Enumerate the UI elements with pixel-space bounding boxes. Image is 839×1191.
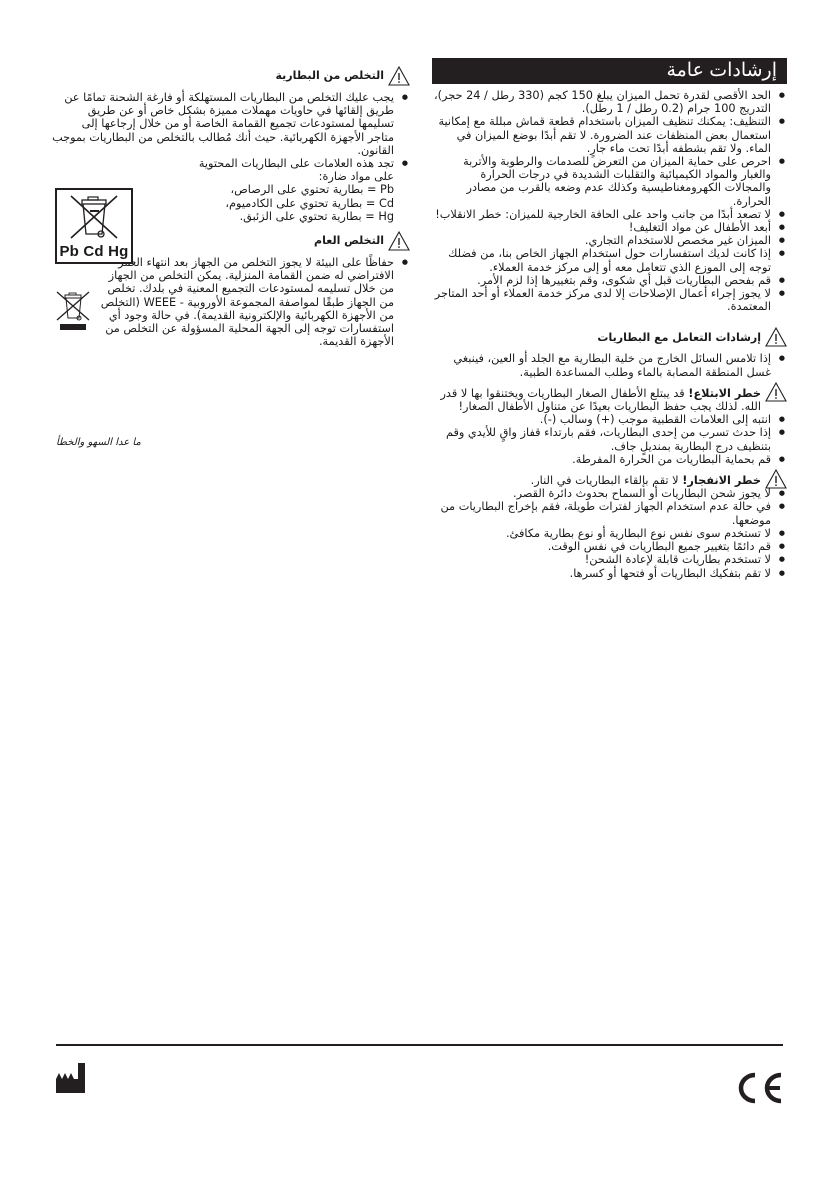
section-title: إرشادات التعامل مع البطاريات bbox=[597, 330, 761, 344]
battery-care-list bbox=[432, 413, 787, 466]
list-item: ● تجد هذه العلامات على البطاريات المحتوية على مواد ضارة: bbox=[182, 157, 410, 183]
list-item: ● احرص على حماية الميزان من التعرض للصدمات والرطوبة والأتربة والغبار والمواد الكيميائية والتقلبات الشديدة في درجات الحرارة والمجالات الكهرومغناطيسية وكذلك عدم وضعه بالقرب من مصادر الحرارة. bbox=[432, 155, 787, 208]
list-item: ● إذا حدث تسرب من إحدى البطاريات، فقم بارتداء قفاز واقٍ للأيدي وقم بتنظيف درج البطارية بمنديلٍ جاف. bbox=[432, 426, 787, 452]
warning-triangle-icon bbox=[388, 66, 410, 86]
list-item: ● لا تصعد أبدًا من جانب واحد على الحافة الخارجية للميزان: خطر الانقلاب! bbox=[432, 208, 787, 221]
list-item: ● لا تستخدم سوى نفس نوع البطارية أو نوع بطارية مكافئ. bbox=[432, 527, 787, 540]
general-instructions-header: إرشادات عامة bbox=[432, 58, 787, 84]
chemical-hg: Hg = بطارية تحتوي على الزئبق. bbox=[239, 209, 394, 223]
list-item: ● لا يجوز إجراء أعمال الإصلاحات إلا لدى مركز خدمة العملاء أو أحد المتاجر المعتمدة. bbox=[432, 287, 787, 313]
weee-bin-icon bbox=[55, 290, 91, 332]
section-title: التخلص العام bbox=[314, 234, 384, 248]
warning-label: خطر الابتلاع! bbox=[688, 386, 761, 400]
footer-divider bbox=[56, 1044, 783, 1046]
warning-triangle-icon bbox=[765, 327, 787, 347]
list-item: ● لا تستخدم بطاريات قابلة لإعادة الشحن! bbox=[432, 553, 787, 566]
warning-triangle-icon bbox=[765, 382, 787, 402]
general-disposal-heading bbox=[182, 231, 410, 251]
battery-handling-list bbox=[432, 352, 787, 378]
list-item: ● أبعد الأطفال عن مواد التغليف! bbox=[432, 221, 787, 234]
list-item: ● حفاظًا على البيئة لا يجوز التخلص من الجهاز بعد انتهاء العمر الافتراضي له ضمن القمامة المنزلية. يمكن التخلص من الجهاز من خلال تسليمه لمستودعات التجميع المعنية في بلدك. تخلص من الجهاز طبقًا لمواصفة المجموعة الأوروبية - WEEE (التخلص من الأجهزة الكهربائية والإلكترونية القديمة). في حالة وجود أي استفسارات توجه إلى الجهة المحلية المسؤولة عن التخلص من الأجهزة القديمة. bbox=[94, 256, 410, 348]
list-item: ● لا يجوز شحن البطاريات أو السماح بحدوث دائرة القصر. bbox=[432, 487, 787, 500]
general-instructions-column bbox=[432, 58, 787, 580]
section-title: التخلص من البطارية bbox=[275, 69, 384, 83]
list-item: ● إذا تلامس السائل الخارج من خلية البطارية مع الجلد أو العين، فينبغي غسل المنطقة المصابة بالماء وطلب المساعدة الطبية. bbox=[432, 352, 787, 378]
list-item: ● قم بفحص البطاريات قبل أي شكوى، وقم بتغييرها إذا لزم الأمر. bbox=[432, 274, 787, 287]
list-item: ● الميزان غير مخصص للاستخدام التجاري. bbox=[432, 234, 787, 247]
list-item: ● قم بحماية البطاريات من الحرارة المفرطة. bbox=[432, 453, 787, 466]
swallow-warning bbox=[432, 387, 787, 413]
list-item: ● إذا كانت لديك استفسارات حول استخدام الجهاز الخاص بنا، من فضلك توجه إلى الموزع الذي تتعامل معه أو إلى مركز خدمة العملاء. bbox=[432, 247, 787, 273]
battery-disposal-heading bbox=[52, 66, 410, 86]
warning-triangle-icon bbox=[388, 231, 410, 251]
crossed-bin-icon bbox=[57, 192, 131, 242]
battery-disposal-list bbox=[52, 91, 410, 183]
list-item: ● في حالة عدم استخدام الجهاز لفترات طويلة، فقم بإخراج البطاريات من موضعها. bbox=[432, 500, 787, 526]
general-instructions-list bbox=[432, 89, 787, 313]
list-item: ● لا تقم بتفكيك البطاريات أو فتحها أو كسرها. bbox=[432, 567, 787, 580]
warning-text: قد يبتلع الأطفال الصغار البطاريات ويختنقوا بها لا قدر الله. لذلك يجب حفظ البطاريات بعيدًا عن متناول الأطفال الصغار! bbox=[440, 386, 761, 414]
list-item: ● يجب عليك التخلص من البطاريات المستهلكة أو فارغة الشحنة تمامًا عن طريق إلقائها في حاويات مهملات مميزة بشكل خاص أو عن طريق تسليمها لمستودعات تجميع القمامة الخاصة أو من خلال إرجاعها إلى متاجر الأجهزة الكهربائية. حيث أنك مُطالب بالتخلص من البطاريات بموجب القانون. bbox=[52, 91, 410, 157]
chemical-pb: Pb = بطارية تحتوي على الرصاص، bbox=[230, 183, 394, 197]
ce-mark-icon bbox=[735, 1071, 783, 1105]
battery-safety-list bbox=[432, 487, 787, 579]
factory-icon bbox=[56, 1063, 86, 1093]
list-item: ● انتبه إلى العلامات القطبية موجب (+) وسالب (-). bbox=[432, 413, 787, 426]
list-item: ● قم دائمًا بتغيير جميع البطاريات في نفس الوقت. bbox=[432, 540, 787, 553]
warning-text: لا تقم بإلقاء البطاريات في النار. bbox=[530, 474, 683, 488]
list-item: ● الحد الأقصى لقدرة تحمل الميزان يبلغ 150 كجم (330 رطل / 24 حجر)، التدريج 100 جرام (0.2 رطل / 1 رطل). bbox=[432, 89, 787, 115]
hazardous-battery-symbol bbox=[55, 188, 133, 264]
warning-label: خطر الانفجار! bbox=[682, 474, 761, 488]
explosion-warning bbox=[432, 474, 787, 487]
chemical-cd: Cd = بطارية تحتوي على الكادميوم، bbox=[225, 196, 394, 210]
errata-note: ما عدا السهو والخطأ bbox=[56, 437, 141, 448]
list-item: ● التنظيف: يمكنك تنظيف الميزان باستخدام قطعة قماش مبللة مع إمكانية استعمال بعض المنظفات عند الضرورة. لا تقم أبدًا بوضع الميزان في الماء. ولا تقم بشطفه أبدًا تحت ماء جارٍ. bbox=[432, 115, 787, 155]
battery-handling-heading bbox=[432, 327, 787, 347]
hazard-label: Pb Cd Hg bbox=[59, 243, 129, 260]
general-disposal-list bbox=[52, 256, 410, 348]
